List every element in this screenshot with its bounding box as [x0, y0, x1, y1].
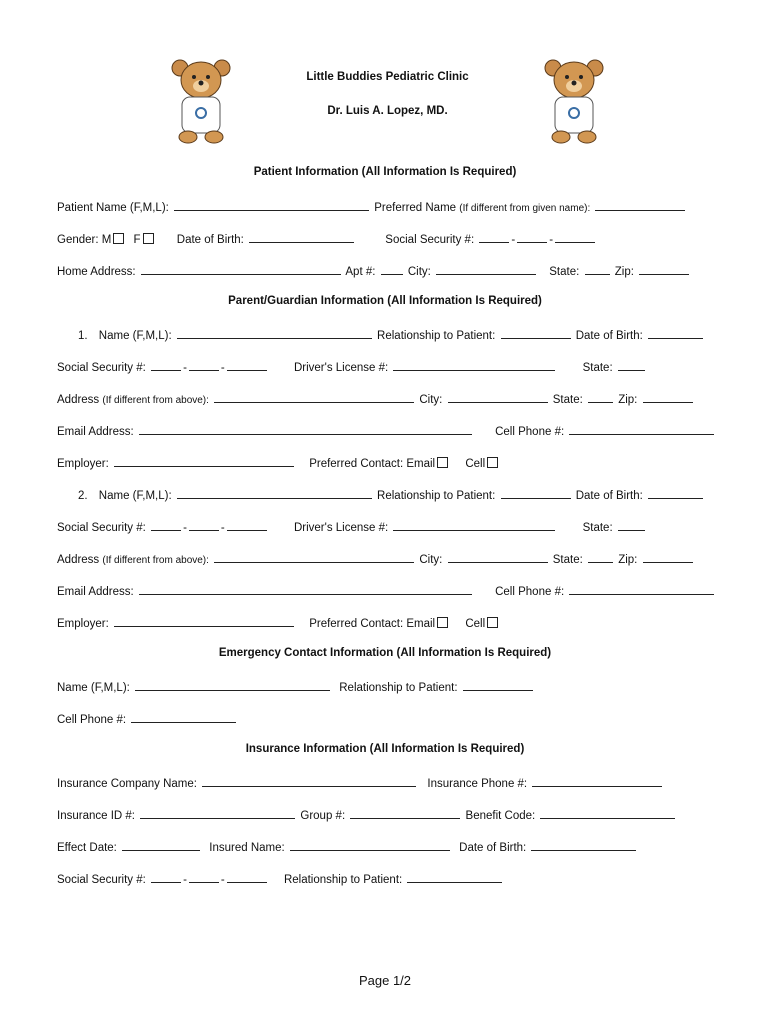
guardian-2-row-2: Social Security #: - - Driver's License #: State: — [57, 519, 647, 534]
patient-row-3: Home Address: Apt #: City: State: Zip: — [57, 263, 691, 278]
insured-name-field[interactable] — [290, 839, 450, 851]
city-field[interactable] — [436, 263, 536, 275]
guardian-2-relationship-field[interactable] — [501, 487, 571, 499]
home-address-field[interactable] — [141, 263, 341, 275]
guardian-1-relationship-field[interactable] — [501, 327, 571, 339]
insurance-id-field[interactable] — [140, 807, 295, 819]
guardian-1-row-1: 1. Name (F,M,L): Relationship to Patient: Date of Birth: — [78, 327, 705, 342]
emergency-section-heading: Emergency Contact Information (All Information Is Required) — [218, 647, 552, 659]
guardian-1-email-checkbox[interactable] — [437, 457, 448, 468]
guardian-2-license-field[interactable] — [393, 519, 555, 531]
guardian-2-address-field[interactable] — [214, 551, 414, 563]
insurance-row-3: Effect Date: Insured Name: Date of Birth: — [57, 839, 638, 854]
guardian-1-employer-field[interactable] — [114, 455, 294, 467]
guardian-2-ssn-2[interactable] — [189, 519, 219, 531]
guardian-2-ssn-3[interactable] — [227, 519, 267, 531]
guardian-1-address-field[interactable] — [214, 391, 414, 403]
patient-name-field[interactable] — [174, 199, 369, 211]
insurance-section-heading: Insurance Information (All Information Is Required) — [245, 743, 525, 755]
group-field[interactable] — [350, 807, 460, 819]
guardian-2-zip-field[interactable] — [643, 551, 693, 563]
patient-ssn-2[interactable] — [517, 231, 547, 243]
guardian-2-ssn-1[interactable] — [151, 519, 181, 531]
guardian-1-name-field[interactable] — [177, 327, 372, 339]
guardian-2-email-field[interactable] — [139, 583, 472, 595]
patient-dob-field[interactable] — [249, 231, 354, 243]
zip-field[interactable] — [639, 263, 689, 275]
insurance-company-field[interactable] — [202, 775, 416, 787]
guardian-2-dob-field[interactable] — [648, 487, 703, 499]
emergency-cell-field[interactable] — [131, 711, 236, 723]
doctor-bear-logo-right — [541, 55, 607, 145]
guardian-1-dob-field[interactable] — [648, 327, 703, 339]
guardian-2-city-field[interactable] — [448, 551, 548, 563]
guardian-2-cell-checkbox[interactable] — [487, 617, 498, 628]
guardian-2-license-state-field[interactable] — [618, 519, 645, 531]
guardian-1-ssn-3[interactable] — [227, 359, 267, 371]
guardian-2-row-5: Employer: Preferred Contact: Email Cell — [57, 615, 498, 630]
emergency-row-1: Name (F,M,L): Relationship to Patient: — [57, 679, 535, 694]
doctor-name: Dr. Luis A. Lopez, MD. — [327, 105, 448, 117]
insurance-row-1: Insurance Company Name: Insurance Phone #: — [57, 775, 664, 790]
insured-ssn-1[interactable] — [151, 871, 181, 883]
state-field[interactable] — [585, 263, 610, 275]
insurance-phone-field[interactable] — [532, 775, 662, 787]
guardian-1-state-field[interactable] — [588, 391, 613, 403]
page-number: Page 1/2 — [358, 973, 412, 988]
guardian-2-name-field[interactable] — [177, 487, 372, 499]
apt-field[interactable] — [381, 263, 403, 275]
clinic-name: Little Buddies Pediatric Clinic — [306, 71, 469, 83]
gender-f-checkbox[interactable] — [143, 233, 154, 244]
insurance-row-4: Social Security #: - - Relationship to Patient: — [57, 871, 504, 886]
guardian-1-license-state-field[interactable] — [618, 359, 645, 371]
guardian-section-heading: Parent/Guardian Information (All Information Is Required) — [228, 295, 542, 307]
guardian-2-row-1: 2. Name (F,M,L): Relationship to Patient: Date of Birth: — [78, 487, 705, 502]
effect-date-field[interactable] — [122, 839, 200, 851]
patient-row-2: Gender: M F Date of Birth: Social Security #: - - — [57, 231, 597, 246]
guardian-1-email-field[interactable] — [139, 423, 472, 435]
guardian-1-ssn-2[interactable] — [189, 359, 219, 371]
insured-dob-field[interactable] — [531, 839, 636, 851]
guardian-1-row-5: Employer: Preferred Contact: Email Cell — [57, 455, 498, 470]
doctor-bear-logo-left — [168, 55, 234, 145]
guardian-1-ssn-1[interactable] — [151, 359, 181, 371]
emergency-relationship-field[interactable] — [463, 679, 533, 691]
guardian-1-license-field[interactable] — [393, 359, 555, 371]
preferred-name-field[interactable] — [595, 199, 685, 211]
guardian-2-employer-field[interactable] — [114, 615, 294, 627]
insured-ssn-2[interactable] — [189, 871, 219, 883]
insurance-row-2: Insurance ID #: Group #: Benefit Code: — [57, 807, 677, 822]
guardian-2-row-3: Address (If different from above): City: State: Zip: — [57, 551, 695, 566]
benefit-code-field[interactable] — [540, 807, 675, 819]
emergency-name-field[interactable] — [135, 679, 330, 691]
guardian-1-row-4: Email Address: Cell Phone #: — [57, 423, 716, 438]
insured-ssn-3[interactable] — [227, 871, 267, 883]
guardian-1-row-3: Address (If different from above): City: State: Zip: — [57, 391, 695, 406]
patient-section-heading: Patient Information (All Information Is Required) — [253, 166, 517, 178]
guardian-2-email-checkbox[interactable] — [437, 617, 448, 628]
patient-ssn-3[interactable] — [555, 231, 595, 243]
guardian-2-row-4: Email Address: Cell Phone #: — [57, 583, 716, 598]
guardian-1-city-field[interactable] — [448, 391, 548, 403]
guardian-2-cell-field[interactable] — [569, 583, 714, 595]
patient-row-1: Patient Name (F,M,L): Preferred Name (If different from given name): — [57, 199, 687, 214]
guardian-1-row-2: Social Security #: - - Driver's License #: State: — [57, 359, 647, 374]
guardian-1-cell-field[interactable] — [569, 423, 714, 435]
insured-relationship-field[interactable] — [407, 871, 502, 883]
gender-m-checkbox[interactable] — [113, 233, 124, 244]
guardian-1-zip-field[interactable] — [643, 391, 693, 403]
emergency-row-2: Cell Phone #: — [57, 711, 238, 726]
patient-ssn-1[interactable] — [479, 231, 509, 243]
guardian-2-state-field[interactable] — [588, 551, 613, 563]
guardian-1-cell-checkbox[interactable] — [487, 457, 498, 468]
